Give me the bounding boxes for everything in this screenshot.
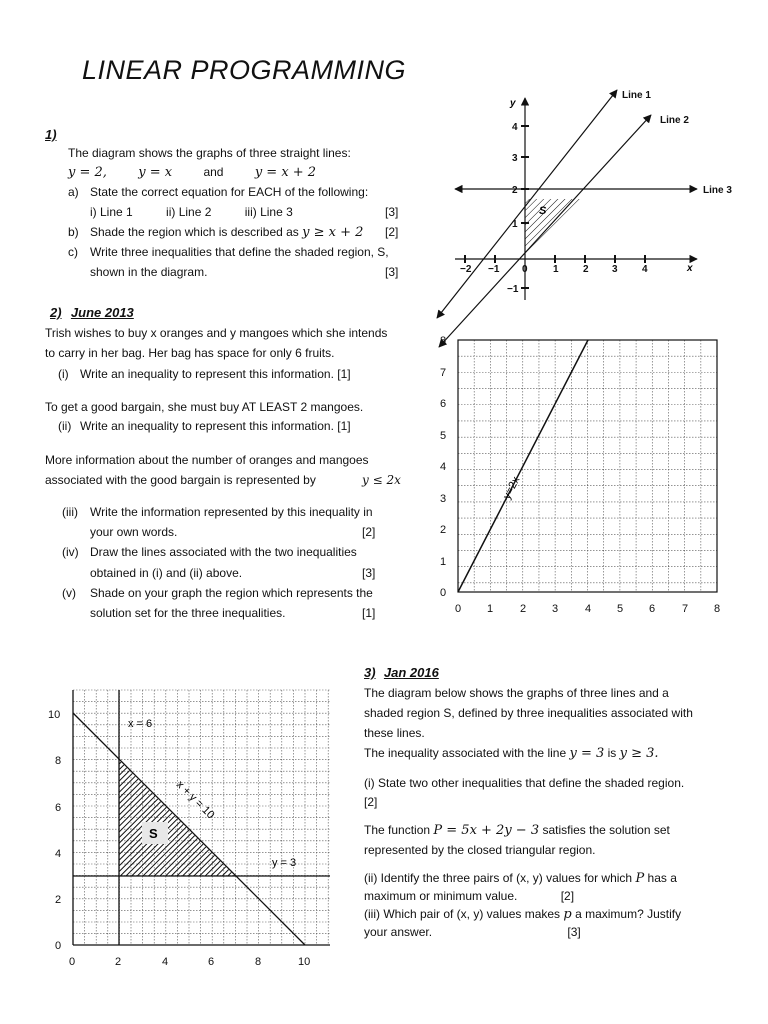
q3-label-sum10: x + y = 10 bbox=[173, 778, 217, 822]
q3-p2: shaded region S, defined by three inequalities associated with bbox=[364, 706, 693, 720]
q2-part-iv: (iv) Draw the lines associated with the two inequalities bbox=[62, 545, 357, 559]
q1-part-c: c) Write three inequalities that define the shaded region, S, bbox=[68, 245, 389, 259]
q2-part-v: (v) Shade on your graph the region which represents the bbox=[62, 586, 373, 600]
q3-part-i-marks: [2] bbox=[364, 795, 378, 809]
q1-and: and bbox=[203, 165, 224, 179]
q2-ytick-label: 8 bbox=[440, 335, 447, 347]
q1-xtick-label: 3 bbox=[612, 264, 618, 275]
q3-part-i: (i) State two other inequalities that define the shaded region. bbox=[364, 776, 685, 790]
q1-ytick-label: 2 bbox=[512, 185, 518, 196]
q3-function: The function P = 5x + 2y − 3 satisfies the solution set bbox=[364, 823, 670, 838]
q2-part-v-marks: [1] bbox=[362, 606, 376, 620]
q1-part-b: b) Shade the region which is described as y ≥ x + 2 bbox=[68, 225, 364, 240]
q2-ytick-label: 2 bbox=[440, 524, 447, 536]
q3-function-line2: represented by the closed triangular region. bbox=[364, 843, 596, 857]
q1-ytick-label: −1 bbox=[507, 284, 519, 295]
q1-number: 1) bbox=[45, 127, 57, 142]
q2-ytick-label: 4 bbox=[440, 461, 447, 473]
q3-p1: The diagram below shows the graphs of three lines and a bbox=[364, 686, 669, 700]
q3-heading: 3) Jan 2016 bbox=[364, 665, 439, 680]
q1-part-a: a) State the correct equation for EACH of the following: bbox=[68, 185, 369, 199]
q2-part-iv-marks: [3] bbox=[362, 566, 376, 580]
q3-ytick-label: 2 bbox=[55, 894, 62, 906]
q1-line2-label: Line 2 bbox=[660, 115, 689, 126]
q1-xtick-label: −1 bbox=[488, 264, 500, 275]
q1-ytick-label: 3 bbox=[512, 153, 518, 164]
q2-part-iii-marks: [2] bbox=[362, 525, 376, 539]
q1-part-a-marks: [3] bbox=[385, 205, 399, 219]
q1-part-c-marks: [3] bbox=[385, 265, 399, 279]
q2-xtick-label: 1 bbox=[487, 603, 494, 615]
q3-xtick-label: 10 bbox=[298, 956, 311, 968]
q2-heading: 2) June 2013 bbox=[50, 305, 134, 320]
q2-xtick-label: 6 bbox=[649, 603, 656, 615]
q3-xtick-label: 0 bbox=[69, 956, 76, 968]
q1-eq2: y = x bbox=[138, 165, 173, 180]
q3-shaded-region bbox=[119, 760, 235, 876]
q3-part-ii-line2: maximum or minimum value. [2] bbox=[364, 889, 575, 903]
q2-part-i: (i) Write an inequality to represent this information. [1] bbox=[58, 367, 351, 381]
q1-eq3: y = x + 2 bbox=[254, 165, 317, 180]
q3-ytick-label: 6 bbox=[55, 802, 62, 814]
q1-xtick-label: 2 bbox=[583, 264, 589, 275]
q2-xtick-label: 8 bbox=[714, 603, 721, 615]
q1-xtick-label: 4 bbox=[642, 264, 648, 275]
q2-p3b: associated with the good bargain is represented by bbox=[45, 473, 316, 487]
q2-xtick-label: 3 bbox=[552, 603, 559, 615]
q3-p4: The inequality associated with the line y = 3 is y ≥ 3. bbox=[364, 746, 659, 761]
q3-ytick-label: 8 bbox=[55, 755, 62, 767]
q2-part-ii: (ii) Write an inequality to represent this information. [1] bbox=[58, 419, 351, 433]
q3-xtick-label: 6 bbox=[208, 956, 215, 968]
q2-p2: To get a good bargain, she must buy AT LEAST 2 mangoes. bbox=[45, 400, 364, 414]
q2-ytick-label: 3 bbox=[440, 493, 447, 505]
q1-intro: The diagram shows the graphs of three straight lines: bbox=[68, 146, 351, 160]
q3-ytick-label: 10 bbox=[48, 709, 61, 721]
q2-part-iv-line2: obtained in (i) and (ii) above. bbox=[90, 566, 243, 580]
q2-p1a: Trish wishes to buy x oranges and y mangoes which she intends bbox=[45, 326, 388, 340]
q2-part-iii-line2: your own words. bbox=[90, 525, 178, 539]
page-title: LINEAR PROGRAMMING bbox=[82, 55, 407, 85]
q3-label-x6: x = 6 bbox=[128, 718, 153, 730]
q2-xtick-label: 7 bbox=[682, 603, 689, 615]
q3-p3: these lines. bbox=[364, 726, 425, 740]
q1-xtick-label: 0 bbox=[522, 264, 528, 275]
q1-ytick-label: 4 bbox=[512, 122, 518, 133]
q1-part-a-subs: i) Line 1 ii) Line 2 iii) Line 3 bbox=[90, 205, 293, 219]
q2-ytick-label: 7 bbox=[440, 367, 447, 379]
q3-label-y3: y = 3 bbox=[272, 857, 297, 869]
q2-ytick-label: 0 bbox=[440, 587, 447, 599]
q2-ytick-label: 5 bbox=[440, 430, 447, 442]
q1-part-b-marks: [2] bbox=[385, 225, 399, 239]
q2-part-v-line2: solution set for the three inequalities. bbox=[90, 606, 286, 620]
q1-ytick-label: 1 bbox=[512, 219, 518, 230]
q2-line-label: y=2x bbox=[500, 474, 523, 502]
q3-xtick-label: 4 bbox=[162, 956, 169, 968]
q1-y-axis-label: y bbox=[510, 98, 516, 109]
q2-xtick-label: 5 bbox=[617, 603, 624, 615]
q2-p1b: to carry in her bag. Her bag has space for only 6 fruits. bbox=[45, 346, 335, 360]
q2-p3a: More information about the number of oranges and mangoes bbox=[45, 453, 369, 467]
q3-ytick-label: 0 bbox=[55, 940, 62, 952]
q1-eq1: y = 2, bbox=[68, 165, 107, 180]
q3-part-iii: (iii) Which pair of (x, y) values makes p a maximum? Justify bbox=[364, 907, 682, 922]
q2-xtick-label: 2 bbox=[520, 603, 527, 615]
q3-region-label: S bbox=[149, 826, 158, 841]
q1-x-axis-label: x bbox=[687, 263, 693, 274]
q3-xtick-label: 2 bbox=[115, 956, 122, 968]
q1-line1-label: Line 1 bbox=[622, 90, 651, 101]
q3-xtick-label: 8 bbox=[255, 956, 262, 968]
q1-xtick-label: 1 bbox=[553, 264, 559, 275]
q2-ytick-label: 6 bbox=[440, 398, 447, 410]
q2-xtick-label: 4 bbox=[585, 603, 592, 615]
q1-region-label: S bbox=[539, 205, 547, 217]
q2-xtick-label: 0 bbox=[455, 603, 462, 615]
q3-part-iii-line2: your answer. [3] bbox=[364, 925, 581, 939]
q1-xtick-label: −2 bbox=[460, 264, 472, 275]
q2-p3-inequality: y ≤ 2x bbox=[362, 473, 401, 487]
q3-part-ii: (ii) Identify the three pairs of (x, y) values for which P has a bbox=[364, 871, 677, 886]
q3-grid bbox=[73, 690, 330, 945]
q1-line3-label: Line 3 bbox=[703, 185, 732, 196]
q3-ytick-label: 4 bbox=[55, 848, 62, 860]
q2-ytick-label: 1 bbox=[440, 556, 447, 568]
q2-part-iii: (iii) Write the information represented by this inequality in bbox=[62, 505, 373, 519]
q1-part-c-line2: shown in the diagram. bbox=[90, 265, 208, 279]
